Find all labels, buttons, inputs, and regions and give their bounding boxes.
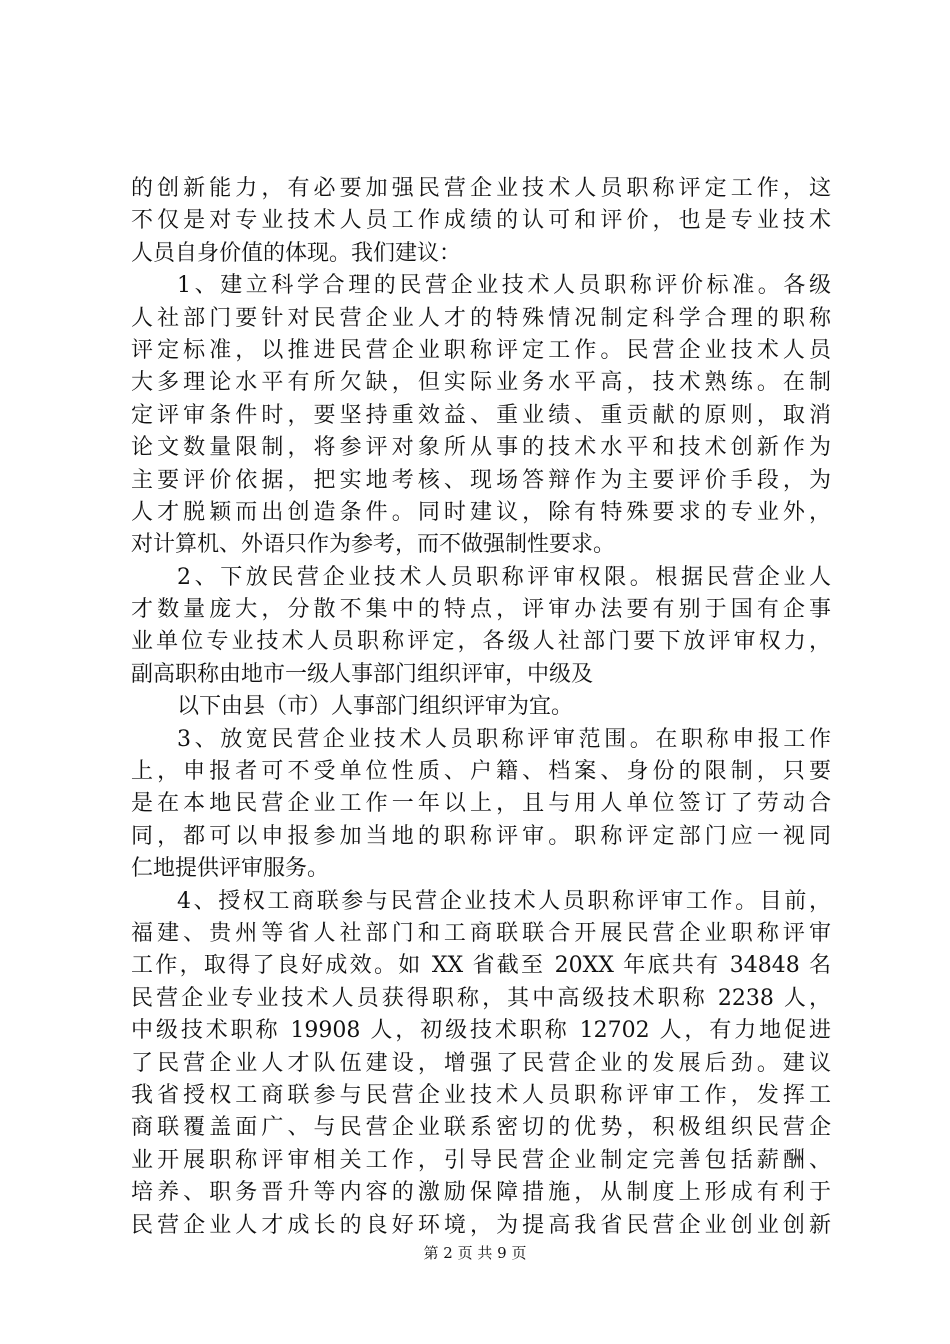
text-line: 中级技术职称 19908 人，初级技术职称 12702 人，有力地促进 bbox=[131, 1018, 831, 1044]
text-line: 评定标准，以推进民营企业职称评定工作。民营企业技术人员 bbox=[131, 337, 831, 363]
text-line: 我省授权工商联参与民营企业技术人员职称评审工作，发挥工 bbox=[131, 1082, 831, 1108]
text-line: 论文数量限制，将参评对象所从事的技术水平和技术创新作为 bbox=[131, 435, 831, 461]
text-line: 人社部门要针对民营企业人才的特殊情况制定科学合理的职称 bbox=[131, 305, 831, 331]
text-line: 工作，取得了良好成效。如 XX 省截至 20XX 年底共有 34848 名 bbox=[131, 953, 831, 979]
text-line: 培养、职务晋升等内容的激励保障措施，从制度上形成有利于 bbox=[131, 1180, 831, 1206]
text-line: 副高职称由地市一级人事部门组织评审，中级及 bbox=[131, 661, 594, 687]
text-line: 是在本地民营企业工作一年以上，且与用人单位签订了劳动合 bbox=[131, 791, 831, 817]
text-line: 大多理论水平有所欠缺，但实际业务水平高，技术熟练。在制 bbox=[131, 370, 831, 396]
text-line: 了民营企业人才队伍建设，增强了民营企业的发展后劲。建议 bbox=[131, 1050, 831, 1076]
text-line: 上，申报者可不受单位性质、户籍、档案、身份的限制，只要 bbox=[131, 759, 831, 785]
text-line: 3、放宽民营企业技术人员职称评审范围。在职称申报工作 bbox=[177, 726, 831, 752]
text-line: 业开展职称评审相关工作，引导民营企业制定完善包括薪酬、 bbox=[131, 1147, 831, 1173]
text-line: 人员自身价值的体现。我们建议： bbox=[131, 240, 462, 266]
text-line: 仁地提供评审服务。 bbox=[131, 856, 330, 882]
text-line: 民营企业人才成长的良好环境，为提高我省民营企业创业创新 bbox=[131, 1212, 831, 1238]
text-line: 主要评价依据，把实地考核、现场答辩作为主要评价手段，为 bbox=[131, 467, 831, 493]
text-line: 同，都可以申报参加当地的职称评审。职称评定部门应一视同 bbox=[131, 823, 831, 849]
text-line: 民营企业专业技术人员获得职称，其中高级技术职称 2238 人， bbox=[131, 985, 831, 1011]
text-line: 才数量庞大，分散不集中的特点，评审办法要有别于国有企事 bbox=[131, 597, 831, 623]
text-line: 4、授权工商联参与民营企业技术人员职称评审工作。目前， bbox=[177, 888, 831, 914]
page-number-label: 第 2 页 共 9 页 bbox=[423, 1244, 527, 1262]
text-line: 商联覆盖面广、与民营企业联系密切的优势，积极组织民营企 bbox=[131, 1115, 831, 1141]
document-body bbox=[131, 173, 831, 1242]
text-line: 1、建立科学合理的民营企业技术人员职称评价标准。各级 bbox=[177, 273, 831, 299]
text-line: 人才脱颖而出创造条件。同时建议，除有特殊要求的专业外， bbox=[131, 499, 831, 525]
text-line: 的创新能力，有必要加强民营企业技术人员职称评定工作，这 bbox=[131, 176, 831, 201]
text-line: 业单位专业技术人员职称评定，各级人社部门要下放评审权力， bbox=[131, 629, 831, 655]
text-line: 不仅是对专业技术人员工作成绩的认可和评价，也是专业技术 bbox=[131, 208, 831, 234]
text-line: 定评审条件时，要坚持重效益、重业绩、重贡献的原则，取消 bbox=[131, 402, 831, 428]
text-line: 对计算机、外语只作为参考，而不做强制性要求。 bbox=[131, 532, 616, 558]
text-line: 2、下放民营企业技术人员职称评审权限。根据民营企业人 bbox=[177, 564, 831, 590]
page-footer bbox=[0, 1243, 950, 1263]
text-line: 福建、贵州等省人社部门和工商联联合开展民营企业职称评审 bbox=[131, 920, 831, 946]
text-line: 以下由县（市）人事部门组织评审为宜。 bbox=[177, 694, 574, 720]
